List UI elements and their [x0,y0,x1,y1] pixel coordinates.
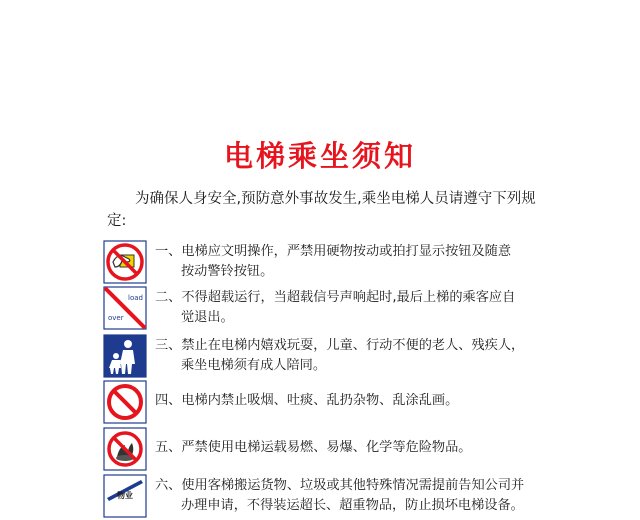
hazardous-materials-prohibited-icon [103,427,147,471]
prohibition-sign-icon [103,380,147,424]
rule-text-line: 觉退出。 [181,310,234,325]
rule-text-line: 按动警铃按钮。 [181,264,274,279]
rule-index: 四、 [155,393,182,408]
rule-text-line: 严禁使用电梯运载易燃、易爆、化学等危险物品。 [181,440,472,455]
intro-paragraph: 为确保人身安全,预防意外事故发生,乘坐电梯人员请遵守下列规定: [107,191,536,229]
rule-text-line: 不得超载运行，当超载信号声响起时,最后上梯的乘客应自 [181,290,516,305]
rule-index: 三、 [155,338,182,353]
rule-text-line: 办理申请，不得装运超长、超重物品，防止损坏电梯设备。 [181,498,524,513]
page-title: 电梯乘坐须知 [223,139,416,173]
rule-item-3 [103,334,563,380]
rule-text-line: 电梯应文明操作，严禁用硬物按动或拍打显示按钮及随意 [181,244,512,259]
rule-item-2 [103,286,563,332]
adult-with-child-icon [103,334,147,378]
icon-label-over: over [108,314,124,322]
rule-item-6 [103,474,563,520]
property-notice-icon [103,474,147,518]
rule-item-5 [103,427,563,473]
icon-label-property: 物业 [117,491,133,500]
icon-label-load: load [128,294,143,302]
rule-item-1 [103,240,563,286]
rule-text-line: 电梯内禁止吸烟、吐痰、乱扔杂物、乱涂乱画。 [181,393,459,408]
rule-item-4 [103,380,563,426]
rule-index: 六、 [155,478,182,493]
rule-index: 二、 [155,290,182,305]
overload-prohibited-icon [103,286,147,330]
rule-text-line: 使用客梯搬运货物、垃圾或其他特殊情况需提前告知公司并 [181,478,525,493]
rule-index: 一、 [155,244,182,259]
rule-index: 五、 [155,440,182,455]
button-prohibited-icon [103,240,147,284]
rule-text-line: 乘坐电梯须有成人陪同。 [181,358,327,373]
rule-text-line: 禁止在电梯内嬉戏玩耍，儿童、行动不便的老人、残疾人， [181,338,525,353]
